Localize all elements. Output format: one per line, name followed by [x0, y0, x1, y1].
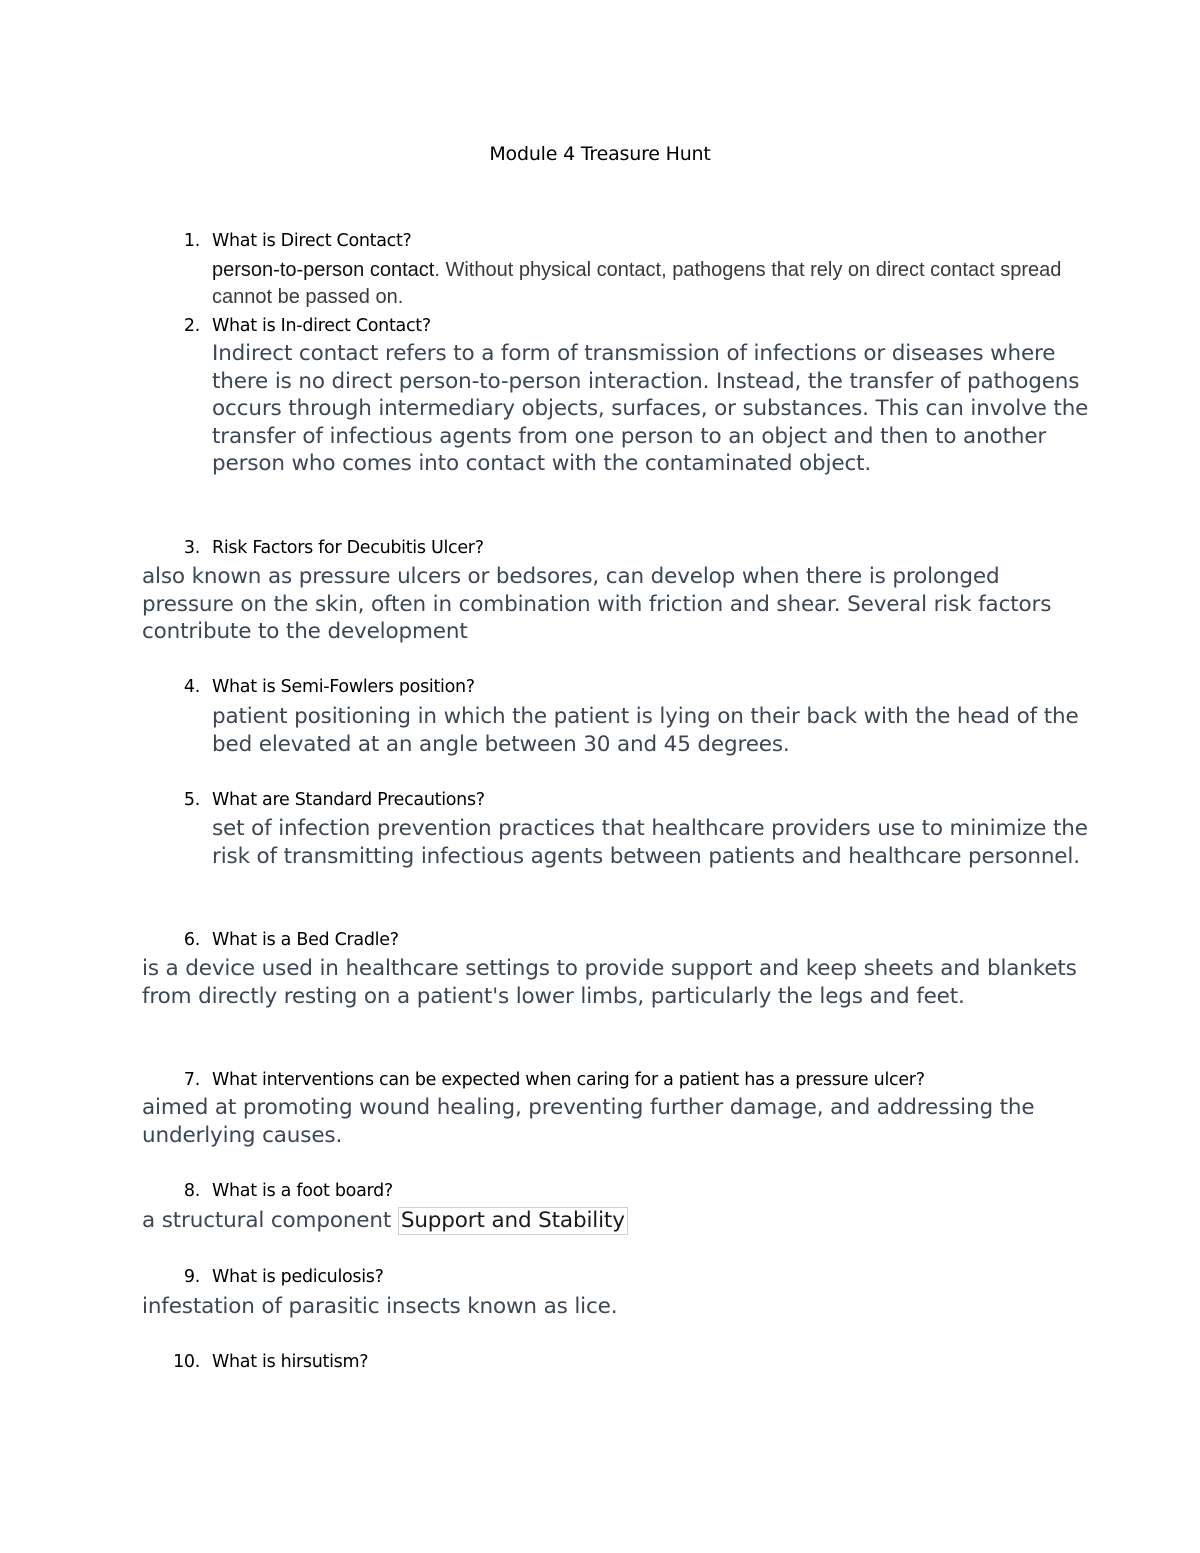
question-number: 6.	[183, 930, 200, 950]
question-text: What is a Bed Cradle?	[212, 930, 399, 950]
question-text: What is Semi-Fowlers position?	[212, 677, 475, 697]
question-text: What is hirsutism?	[212, 1352, 369, 1372]
question-6	[183, 930, 399, 950]
answer-5: set of infection prevention practices that healthcare providers use to minimize the risk of transmitting infectious agents between patients and healthcare personnel.	[212, 816, 1088, 869]
question-text: What is a foot board?	[212, 1181, 393, 1201]
question-10	[173, 1352, 369, 1372]
question-text: What is Direct Contact?	[212, 231, 412, 251]
answer-1	[212, 257, 1072, 311]
question-number: 10.	[173, 1352, 200, 1372]
highlighted-text-box: Support and Stability	[398, 1207, 628, 1235]
question-3	[183, 538, 484, 558]
question-2	[183, 316, 431, 336]
question-1	[183, 231, 412, 251]
question-text: What interventions can be expected when caring for a patient has a pressure ulcer?	[212, 1070, 925, 1090]
question-number: 1.	[183, 231, 200, 251]
question-text: Risk Factors for Decubitis Ulcer?	[212, 538, 484, 558]
question-number: 4.	[183, 677, 200, 697]
document-title: Module 4 Treasure Hunt	[489, 143, 711, 165]
question-number: 3.	[183, 538, 200, 558]
answer-lead: person-to-person contact	[212, 259, 435, 281]
question-8	[183, 1181, 393, 1201]
answer-2: Indirect contact refers to a form of transmission of infections or diseases where there is no direct person-to-person interaction. Instead, the transfer of pathogens occurs through intermediary objects, surfaces, or substances. This can involve the transfer of infectious agents from one person to an object and then to another person who comes into contact with the contaminated object.	[212, 341, 1089, 476]
question-number: 7.	[183, 1070, 200, 1090]
question-number: 2.	[183, 316, 200, 336]
question-9	[183, 1267, 384, 1287]
answer-8	[142, 1207, 1082, 1235]
question-4	[183, 677, 475, 697]
answer-text: . Without physical contact, pathogens that rely on direct contact spread cannot be passed on.	[212, 259, 1062, 308]
question-text: What is In-direct Contact?	[212, 316, 431, 336]
question-7	[183, 1070, 925, 1090]
question-number: 9.	[183, 1267, 200, 1287]
answer-6: is a device used in healthcare settings to provide support and keep sheets and blankets from directly resting on a patient's lower limbs, particularly the legs and feet.	[142, 956, 1077, 1009]
question-number: 5.	[183, 790, 200, 810]
answer-3: also known as pressure ulcers or bedsores, can develop when there is prolonged pressure on the skin, often in combination with friction and shear. Several risk factors contribute to the development	[142, 564, 1052, 644]
answer-text: a structural component	[142, 1208, 398, 1233]
question-number: 8.	[183, 1181, 200, 1201]
answer-9: infestation of parasitic insects known as lice.	[142, 1294, 618, 1319]
answer-4: patient positioning in which the patient is lying on their back with the head of the bed elevated at an angle between 30 and 45 degrees.	[212, 704, 1079, 757]
answer-7: aimed at promoting wound healing, preventing further damage, and addressing the underlying causes.	[142, 1095, 1035, 1148]
question-5	[183, 790, 485, 810]
question-text: What are Standard Precautions?	[212, 790, 485, 810]
question-text: What is pediculosis?	[212, 1267, 384, 1287]
